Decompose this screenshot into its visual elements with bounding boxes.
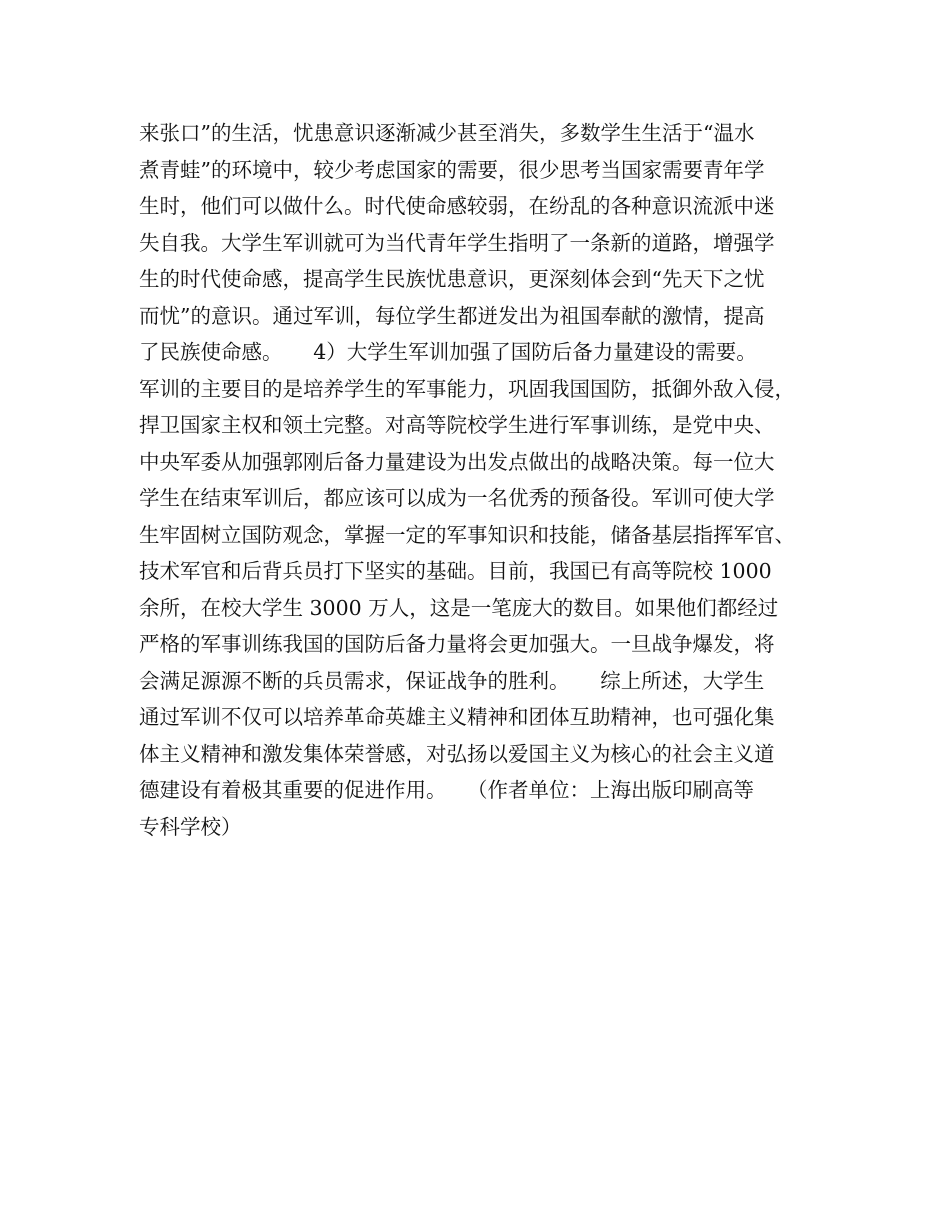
text-line: 严格的军事训练我国的国防后备力量将会更加强大。一旦战争爆发，将 (139, 632, 775, 656)
text-line: 通过军训不仅可以培养革命英雄主义精神和团体互助精神，也可强化集 (139, 705, 775, 729)
text-line: 余所，在校大学生 3000 万人，这是一笔庞大的数目。如果他们都经过 (139, 595, 779, 620)
text-line: 会满足源源不断的兵员需求，保证战争的胜利。 综上所述，大学生 (139, 668, 765, 693)
text-line: 生的时代使命感，提高学生民族忧患意识，更深刻体会到“先天下之忧 (139, 267, 765, 291)
text-line: 学生在结束军训后，都应该可以成为一名优秀的预备役。军训可使大学 (139, 486, 775, 510)
text-line: 失自我。大学生军训就可为当代青年学生指明了一条新的道路，增强学 (139, 230, 775, 255)
text-line: 德建设有着极其重要的促进作用。 （作者单位：上海出版印刷高等 (139, 778, 754, 802)
text-line: 军训的主要目的是培养学生的军事能力，巩固我国国防，抵御外敌入侵， (139, 376, 795, 401)
text-line: 生时，他们可以做什么。时代使命感较弱，在纷乱的各种意识流派中迷 (139, 194, 775, 218)
text-line: 煮青蛙”的环境中，较少考虑国家的需要，很少思考当国家需要青年学 (139, 157, 765, 182)
text-line: 来张口”的生活，忧患意识逐渐减少甚至消失，多数学生生活于“温水 (139, 121, 755, 145)
body-text (139, 115, 829, 845)
text-line: 捍卫国家主权和领土完整。对高等院校学生进行军事训练，是党中央、 (139, 413, 775, 437)
text-line: 中央军委从加强郭刚后备力量建设为出发点做出的战略决策。每一位大 (139, 449, 775, 474)
text-line: 技术军官和后背兵员打下坚实的基础。目前，我国已有高等院校 1000 (139, 559, 772, 583)
text-line: 了民族使命感。 4）大学生军训加强了国防后备力量建设的需要。 (139, 340, 757, 364)
text-line: 生牢固树立国防观念，掌握一定的军事知识和技能，储备基层指挥军官、 (139, 522, 795, 547)
text-line: 而忧”的意识。通过军训，每位学生都迸发出为祖国奉献的激情，提高 (139, 303, 765, 328)
text-line: 体主义精神和激发集体荣誉感，对弘扬以爱国主义为核心的社会主义道 (139, 741, 775, 766)
text-line: 专科学校） (139, 814, 242, 839)
